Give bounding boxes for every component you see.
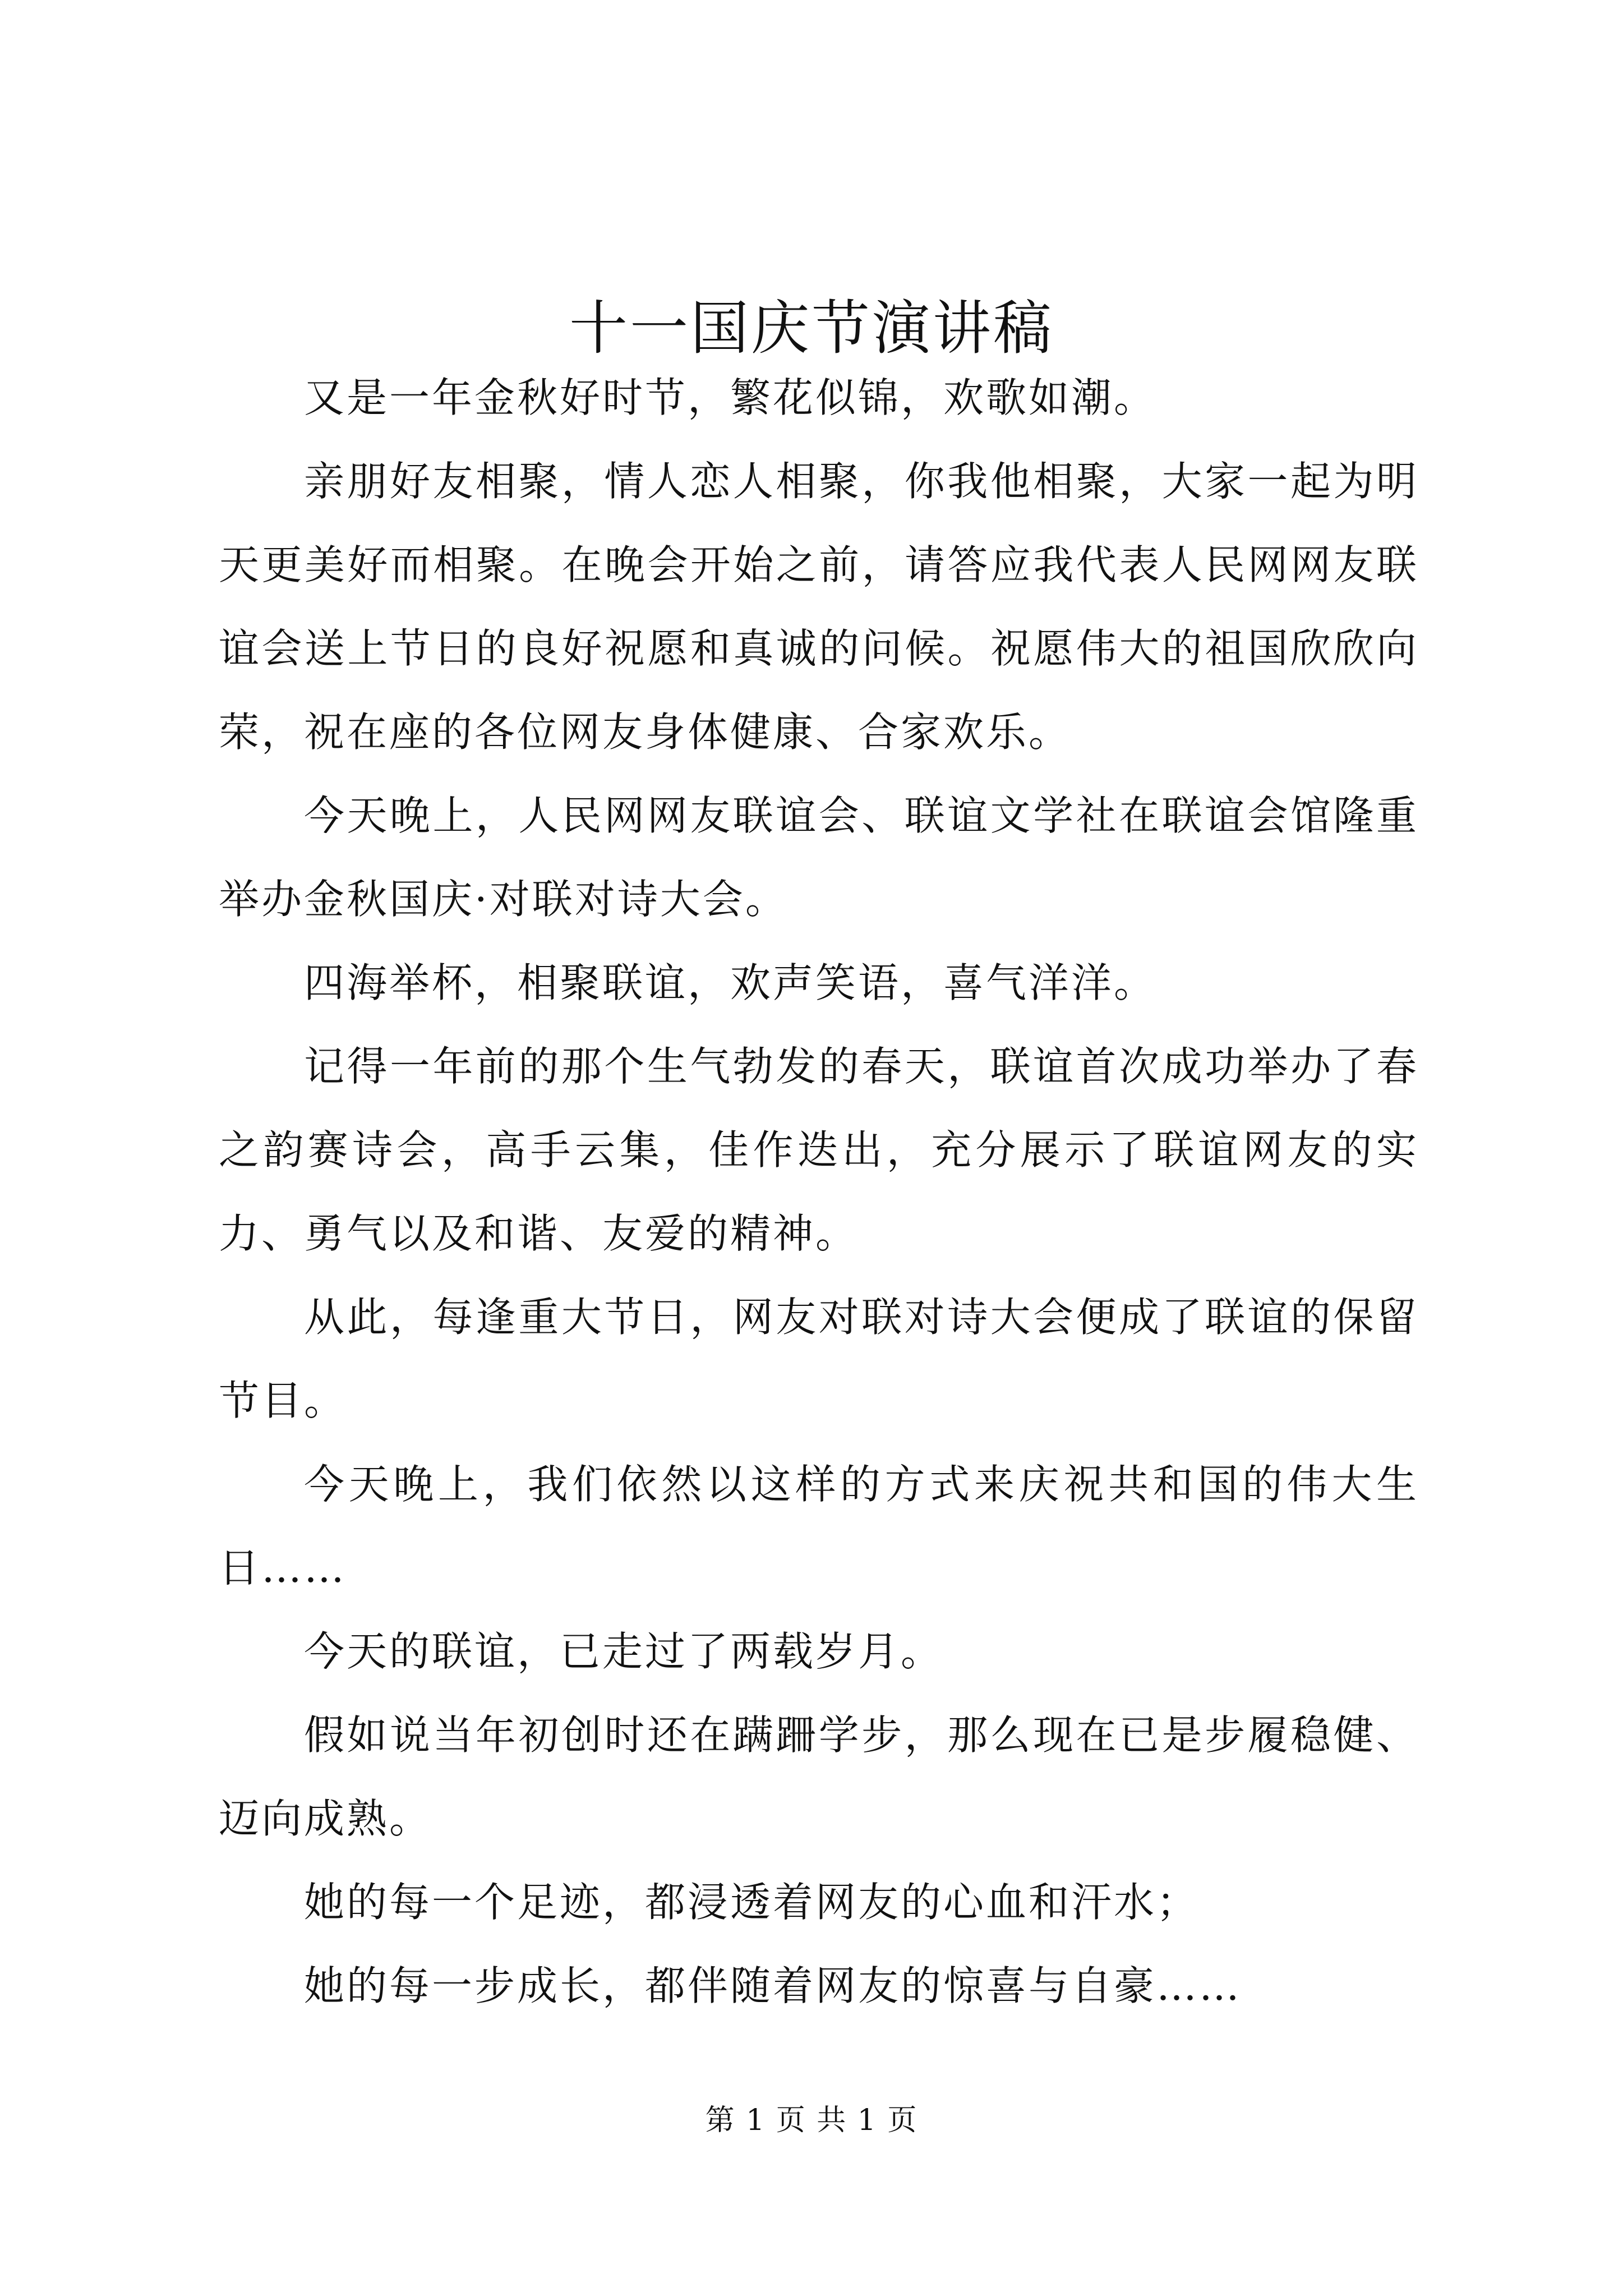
paragraph: 今天晚上，人民网网友联谊会、联谊文学社在联谊会馆隆重举办金秋国庆·对联对诗大会。: [219, 792, 1419, 923]
paragraph: 假如说当年初创时还在蹒跚学步，那么现在已是步履稳健、迈向成熟。: [219, 1711, 1419, 1842]
paragraph: 记得一年前的那个生气勃发的春天，联谊首次成功举办了春之韵赛诗会，高手云集，佳作迭出，充分展示了联谊网友的实力、勇气以及和谐、友爱的精神。: [219, 1043, 1419, 1257]
paragraph: 又是一年金秋好时节，繁花似锦，欢歌如潮。: [304, 374, 1157, 421]
paragraph: 今天的联谊，已走过了两载岁月。: [304, 1628, 944, 1675]
paragraph: 四海举杯，相聚联谊，欢声笑语，喜气洋洋。: [304, 959, 1157, 1006]
document-title: 十一国庆节演讲稿: [569, 294, 1054, 362]
paragraph: 从此，每逢重大节日，网友对联对诗大会便成了联谊的保留节目。: [219, 1294, 1419, 1424]
paragraph: 她的每一步成长，都伴随着网友的惊喜与自豪……: [304, 1962, 1242, 2009]
paragraph: 亲朋好友相聚，情人恋人相聚，你我他相聚，大家一起为明天更美好而相聚。在晚会开始之前，请答应我代表人民网网友联谊会送上节日的良好祝愿和真诚的问候。祝愿伟大的祖国欣欣向荣，祝在座的各位网友身体健康、合家欢乐。: [219, 458, 1419, 756]
document-body: [219, 356, 1419, 2028]
page-footer: 第 1 页 共 1 页: [705, 2104, 918, 2137]
paragraph: 她的每一个足迹，都浸透着网友的心血和汗水；: [304, 1879, 1200, 1926]
paragraph: 今天晚上，我们依然以这样的方式来庆祝共和国的伟大生日……: [219, 1461, 1419, 1591]
